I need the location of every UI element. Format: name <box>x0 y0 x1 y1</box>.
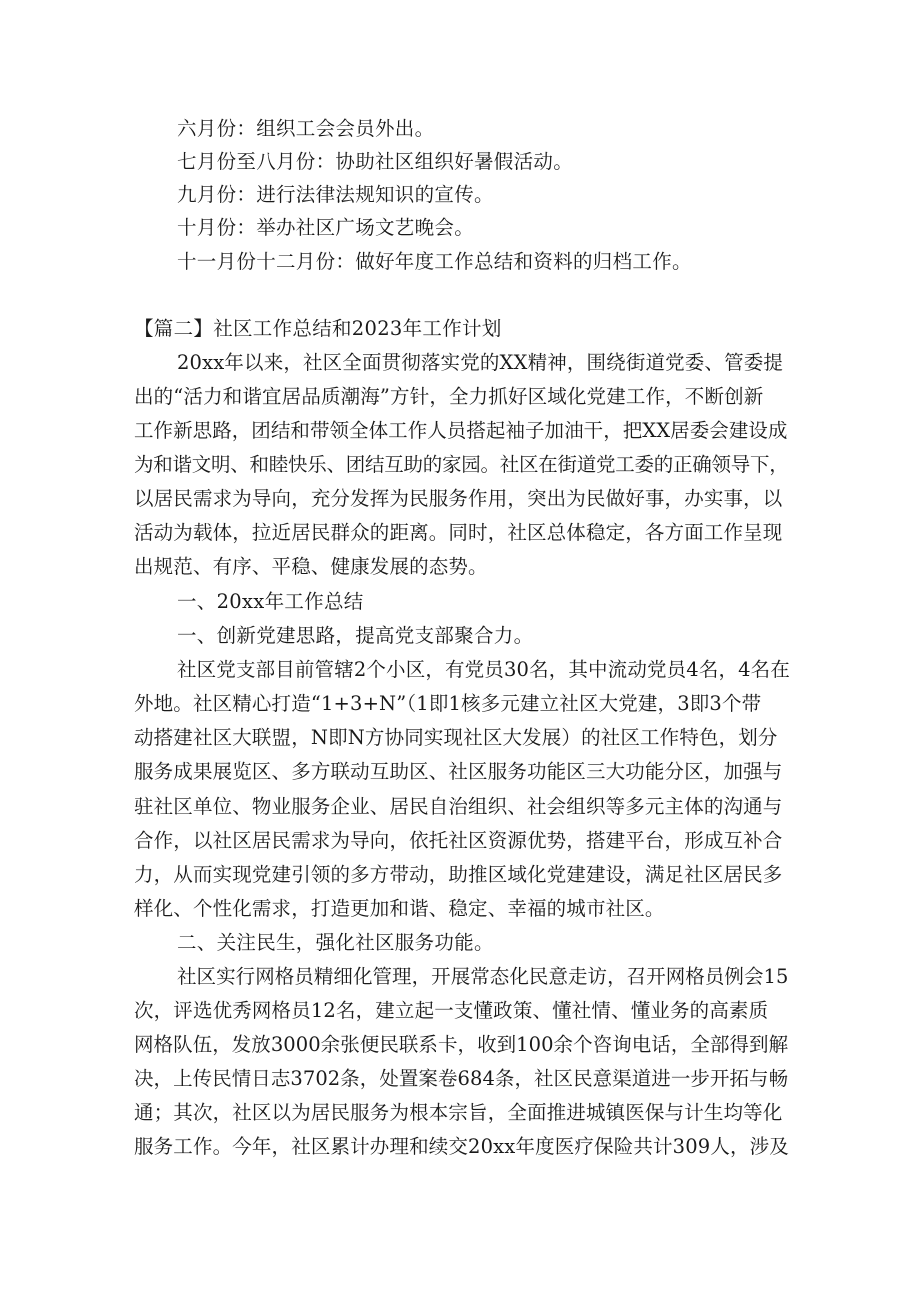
paragraph-line: 工作新思路，团结和带领全体工作人员搭起袖子加油干，把XX居委会建设成 <box>134 419 788 442</box>
paragraph-line: 决，上传民情日志3702条，处置案卷684条，社区民意渠道进一步开拓与畅 <box>134 1067 789 1090</box>
paragraph-line: 以居民需求为导向，充分发挥为民服务作用，突出为民做好事，办实事，以 <box>134 487 783 510</box>
paragraph-line: 驻社区单位、物业服务企业、居民自治组织、社会组织等多元主体的沟通与 <box>134 795 783 818</box>
schedule-item: 十一月份十二月份：做好年度工作总结和资料的归档工作。 <box>177 250 692 273</box>
paragraph-line: 20xx年以来，社区全面贯彻落实党的XX精神，围绕街道党委、管委提 <box>177 351 784 374</box>
schedule-item: 十月份：举办社区广场文艺晚会。 <box>177 216 475 239</box>
paragraph-line: 次，评选优秀网格员12名，建立起一支懂政策、懂社情、懂业务的高素质 <box>134 999 769 1022</box>
paragraph-line: 样化、个性化需求，打造更加和谐、稳定、幸福的城市社区。 <box>134 897 665 920</box>
paragraph-line: 社区党支部目前管辖2个小区，有党员30名，其中流动党员4名，4名在 <box>177 658 790 681</box>
paragraph-line: 服务工作。今年，社区累计办理和续交20xx年度医疗保险共计309人，涉及 <box>134 1135 789 1158</box>
paragraph-line: 动搭建社区大联盟，N即N方协同实现社区大发展）的社区工作特色，划分 <box>134 726 778 749</box>
paragraph-line: 社区实行网格员精细化管理，开展常态化民意走访，召开网格员例会15 <box>177 965 789 988</box>
heading-service: 二、关注民生，强化社区服务功能。 <box>177 931 494 954</box>
schedule-item: 七月份至八月份：协助社区组织好暑假活动。 <box>177 150 574 173</box>
paragraph-line: 通；其次，社区以为居民服务为根本宗旨，全面推进城镇医保与计生均等化 <box>134 1101 783 1124</box>
paragraph-line: 力，从而实现党建引领的多方带动，助推区域化党建建设，满足社区居民多 <box>134 863 783 886</box>
paragraph-line: 合作，以社区居民需求为导向，依托社区资源优势，搭建平台，形成互补合 <box>134 829 783 852</box>
paragraph-line: 外地。社区精心打造“1+3+N”（1即1核多元建立社区大党建，3即3个带 <box>134 692 762 715</box>
schedule-item: 九月份：进行法律法规知识的宣传。 <box>177 183 494 206</box>
heading-party: 一、创新党建思路，提高党支部聚合力。 <box>177 624 534 647</box>
paragraph-line: 活动为载体，拉近居民群众的距离。同时，社区总体稳定，各方面工作呈现 <box>134 521 783 544</box>
paragraph-line: 服务成果展览区、多方联动互助区、社区服务功能区三大功能分区，加强与 <box>134 760 783 783</box>
paragraph-line: 出规范、有序、平稳、健康发展的态势。 <box>134 555 488 578</box>
schedule-item: 六月份：组织工会会员外出。 <box>177 117 435 140</box>
paragraph-line: 为和谐文明、和睦快乐、团结互助的家园。社区在街道党工委的正确领导下， <box>134 453 789 476</box>
section-title: 【篇二】社区工作总结和2023年工作计划 <box>134 317 502 340</box>
paragraph-line: 出的“活力和谐宜居品质潮海”方针，全力抓好区域化党建工作，不断创新 <box>134 385 764 408</box>
paragraph-line: 网格队伍，发放3000余张便民联系卡，收到100余个咨询电话，全部得到解 <box>134 1033 789 1056</box>
heading-summary: 一、20xx年工作总结 <box>177 590 364 613</box>
